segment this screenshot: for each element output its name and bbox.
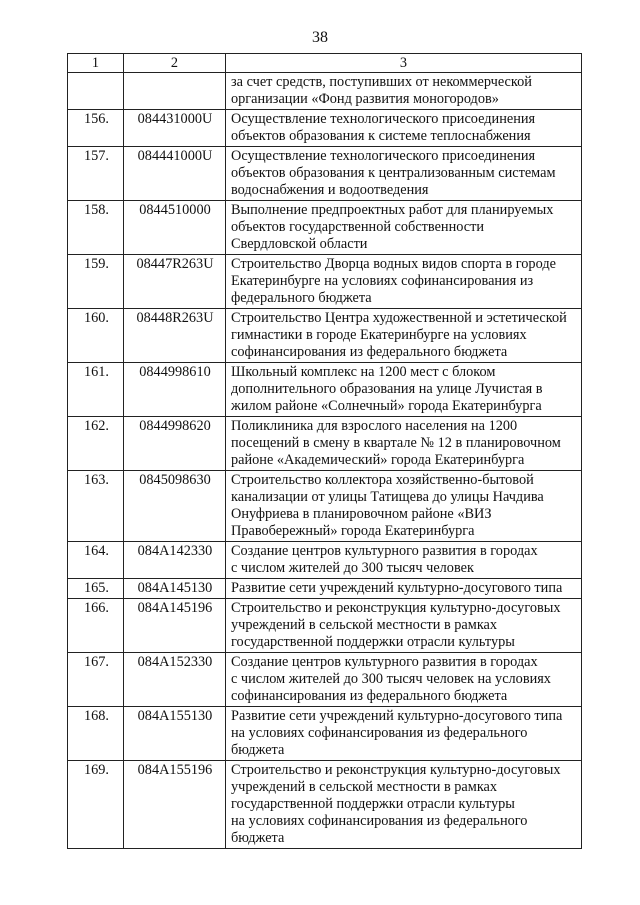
row-description-cell: Развитие сети учреждений культурно-досугового типа на условиях софинансирования из федерального бюджета bbox=[226, 707, 582, 761]
table-row bbox=[68, 363, 582, 417]
row-description-cell: Осуществление технологического присоединения объектов образования к системе теплоснабжения bbox=[226, 110, 582, 147]
row-number-cell: 166. bbox=[68, 599, 124, 653]
table-row bbox=[68, 201, 582, 255]
table-row bbox=[68, 542, 582, 579]
row-code-cell: 0844998610 bbox=[124, 363, 226, 417]
row-description-cell: за счет средств, поступивших от некоммерческой организации «Фонд развития моногородов» bbox=[226, 73, 582, 110]
row-code-cell: 08448R263U bbox=[124, 309, 226, 363]
row-code-cell: 084А145196 bbox=[124, 599, 226, 653]
row-number-cell: 162. bbox=[68, 417, 124, 471]
row-number-cell: 169. bbox=[68, 761, 124, 849]
row-code-cell bbox=[124, 73, 226, 110]
table-row bbox=[68, 110, 582, 147]
row-number-cell: 165. bbox=[68, 579, 124, 599]
row-description-cell: Поликлиника для взрослого населения на 1200 посещений в смену в квартале № 12 в планировочном районе «Академический» города Екатеринбурга bbox=[226, 417, 582, 471]
table-row bbox=[68, 579, 582, 599]
row-number-cell: 158. bbox=[68, 201, 124, 255]
row-description-cell: Школьный комплекс на 1200 мест с блоком дополнительного образования на улице Лучистая в жилом районе «Солнечный» города Екатеринбурга bbox=[226, 363, 582, 417]
table-row bbox=[68, 653, 582, 707]
table-row bbox=[68, 309, 582, 363]
table-row bbox=[68, 417, 582, 471]
row-description-cell: Строительство Дворца водных видов спорта в городе Екатеринбурге на условиях софинансирования из федерального бюджета bbox=[226, 255, 582, 309]
table-row bbox=[68, 255, 582, 309]
table-row bbox=[68, 73, 582, 110]
row-description-cell: Строительство коллектора хозяйственно-бытовой канализации от улицы Татищева до улицы Начдива Онуфриева в планировочном районе «ВИЗ Правобережный» города Екатеринбурга bbox=[226, 471, 582, 542]
table-row bbox=[68, 147, 582, 201]
row-description-cell: Выполнение предпроектных работ для планируемых объектов государственной собственности Свердловской области bbox=[226, 201, 582, 255]
row-code-cell: 084441000U bbox=[124, 147, 226, 201]
column-header-number: 1 bbox=[68, 54, 124, 73]
table-header-row bbox=[68, 54, 582, 73]
row-number-cell: 168. bbox=[68, 707, 124, 761]
row-code-cell: 0844510000 bbox=[124, 201, 226, 255]
row-code-cell: 084А145130 bbox=[124, 579, 226, 599]
row-number-cell: 163. bbox=[68, 471, 124, 542]
row-code-cell: 0845098630 bbox=[124, 471, 226, 542]
row-description-cell: Строительство Центра художественной и эстетической гимнастики в городе Екатеринбурге на условиях софинансирования из федерального бюджета bbox=[226, 309, 582, 363]
row-number-cell: 167. bbox=[68, 653, 124, 707]
row-code-cell: 084А142330 bbox=[124, 542, 226, 579]
row-description-cell: Создание центров культурного развития в городах с числом жителей до 300 тысяч человек bbox=[226, 542, 582, 579]
row-description-cell: Осуществление технологического присоединения объектов образования к централизованным системам водоснабжения и водоотведения bbox=[226, 147, 582, 201]
row-number-cell: 156. bbox=[68, 110, 124, 147]
row-number-cell: 164. bbox=[68, 542, 124, 579]
table-row bbox=[68, 599, 582, 653]
row-code-cell: 0844998620 bbox=[124, 417, 226, 471]
column-header-code: 2 bbox=[124, 54, 226, 73]
row-code-cell: 084431000U bbox=[124, 110, 226, 147]
budget-codes-table bbox=[67, 53, 582, 849]
row-description-cell: Строительство и реконструкция культурно-досуговых учреждений в сельской местности в рамках государственной поддержки отрасли культуры bbox=[226, 599, 582, 653]
row-code-cell: 084А155130 bbox=[124, 707, 226, 761]
row-number-cell: 157. bbox=[68, 147, 124, 201]
table-row bbox=[68, 707, 582, 761]
row-number-cell bbox=[68, 73, 124, 110]
row-number-cell: 161. bbox=[68, 363, 124, 417]
row-description-cell: Строительство и реконструкция культурно-досуговых учреждений в сельской местности в рамках государственной поддержки отрасли культуры на условиях софинансирования из федерального бюджета bbox=[226, 761, 582, 849]
row-code-cell: 08447R263U bbox=[124, 255, 226, 309]
row-description-cell: Создание центров культурного развития в городах с числом жителей до 300 тысяч человек на условиях софинансирования из федерального бюджета bbox=[226, 653, 582, 707]
row-number-cell: 159. bbox=[68, 255, 124, 309]
row-description-cell: Развитие сети учреждений культурно-досугового типа bbox=[226, 579, 582, 599]
column-header-description: 3 bbox=[226, 54, 582, 73]
row-number-cell: 160. bbox=[68, 309, 124, 363]
page-number: 38 bbox=[312, 29, 328, 46]
row-code-cell: 084А152330 bbox=[124, 653, 226, 707]
table-row bbox=[68, 471, 582, 542]
table-row bbox=[68, 761, 582, 849]
row-code-cell: 084А155196 bbox=[124, 761, 226, 849]
